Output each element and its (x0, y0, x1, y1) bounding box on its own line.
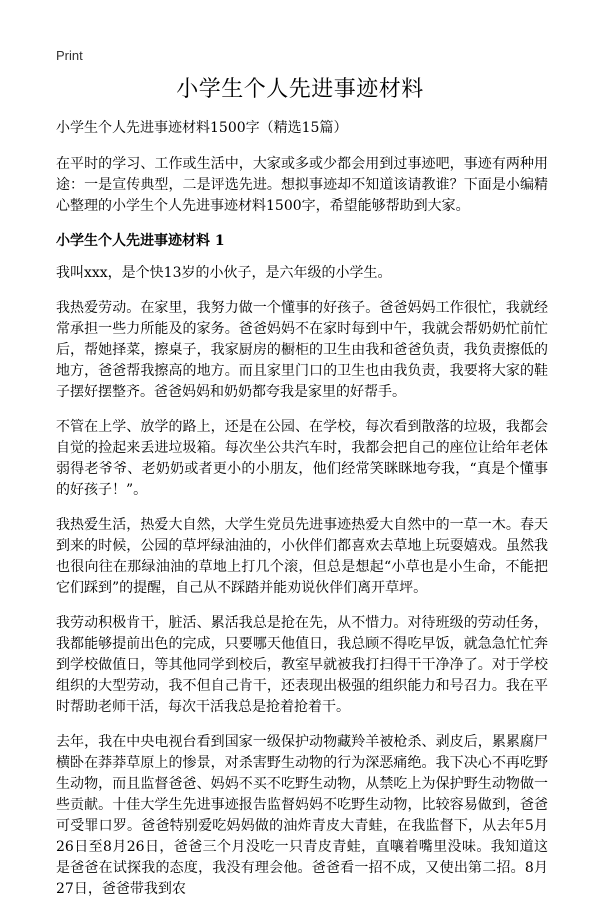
intro-paragraph: 在平时的学习、工作或生活中，大家或多或少都会用到过事迹吧，事迹有两种用途：一是宣传典型，二是评选先进。想拟事迹却不知道该请教谁？下面是小编精心整理的小学生个人先进事迹材料1500字，希望能够帮助到大家。 (56, 156, 548, 214)
section-heading: 小学生个人先进事迹材料 1 (56, 233, 225, 249)
print-label: Print (56, 48, 83, 63)
page-title: 小学生个人先进事迹材料 (176, 77, 424, 102)
document-body (56, 118, 548, 914)
paragraph: 我热爱生活，热爱大自然，大学生党员先进事迹热爱大自然中的一草一木。春天到来的时候，公园的草坪绿油油的，小伙伴们都喜欢去草地上玩耍嬉戏。虽然我也很向往在那绿油油的草地上打几个滚，但总是想起“小草也是小生命，不能把它们踩到”的提醒，自己从不踩踏并能劝说伙伴们离开草坪。 (56, 517, 548, 596)
paragraph: 不管在上学、放学的路上，还是在公园、在学校，每次看到散落的垃圾，我都会自觉的捡起来丢进垃圾箱。每次坐公共汽车时，我都会把自己的座位让给年老体弱得老爷爷、老奶奶或者更小的小朋友，他们经常笑眯眯地夸我，“真是个懂事的好孩子！”。 (56, 419, 548, 498)
paragraph: 我热爱劳动。在家里，我努力做一个懂事的好孩子。爸爸妈妈工作很忙，我就经常承担一些力所能及的家务。爸爸妈妈不在家时每到中午，我就会帮奶奶忙前忙后，帮她择菜，擦桌子，我家厨房的橱柜的卫生由我和爸爸负责，我负责擦低的地方，爸爸帮我擦高的地方。而且家里门口的卫生也由我负责，我要将大家的鞋子摆好摆整齐。爸爸妈妈和奶奶都夸我是家里的好帮手。 (56, 300, 548, 400)
paragraph: 我叫xxx，是个快13岁的小伙子，是六年级的小学生。 (56, 265, 392, 281)
paragraph: 我劳动积极肯干，脏活、累活我总是抢在先，从不惜力。对待班级的劳动任务，我都能够提前出色的完成，只要哪天他值日，我总顾不得吃早饭，就急急忙忙奔到学校做值日，等其他同学到校后，教室早就被我打扫得干干净净了。对于学校组织的大型劳动，我不但自己肯干，还表现出极强的组织能力和号召力。我在平时帮助老师干活，每次干活我总是抢着抢着干。 (56, 615, 548, 715)
paragraph: 去年，我在中央电视台看到国家一级保护动物藏羚羊被枪杀、剥皮后，累累腐尸横卧在莽莽草原上的惨景，对杀害野生动物的行为深恶痛绝。我下决心不再吃野生动物，而且监督爸爸、妈妈不买不吃野生动物，从禁吃上为保护野生动物做一些贡献。十佳大学生先进事迹报告监督妈妈不吃野生动物，比较容易做到，爸爸可受罪口罗。爸爸特别爱吃妈妈做的油炸青皮大青蛙，在我监督下，从去年5月26日至8月26日，爸爸三个月没吃一只青皮青蛙，直嚷着嘴里没味。我知道这是爸爸在试探我的态度，我没有理会他。爸爸看一招不成，又使出第二招。8月27日，爸爸带我到农 (56, 734, 548, 897)
document-subtitle: 小学生个人先进事迹材料1500字（精选15篇） (56, 120, 348, 136)
